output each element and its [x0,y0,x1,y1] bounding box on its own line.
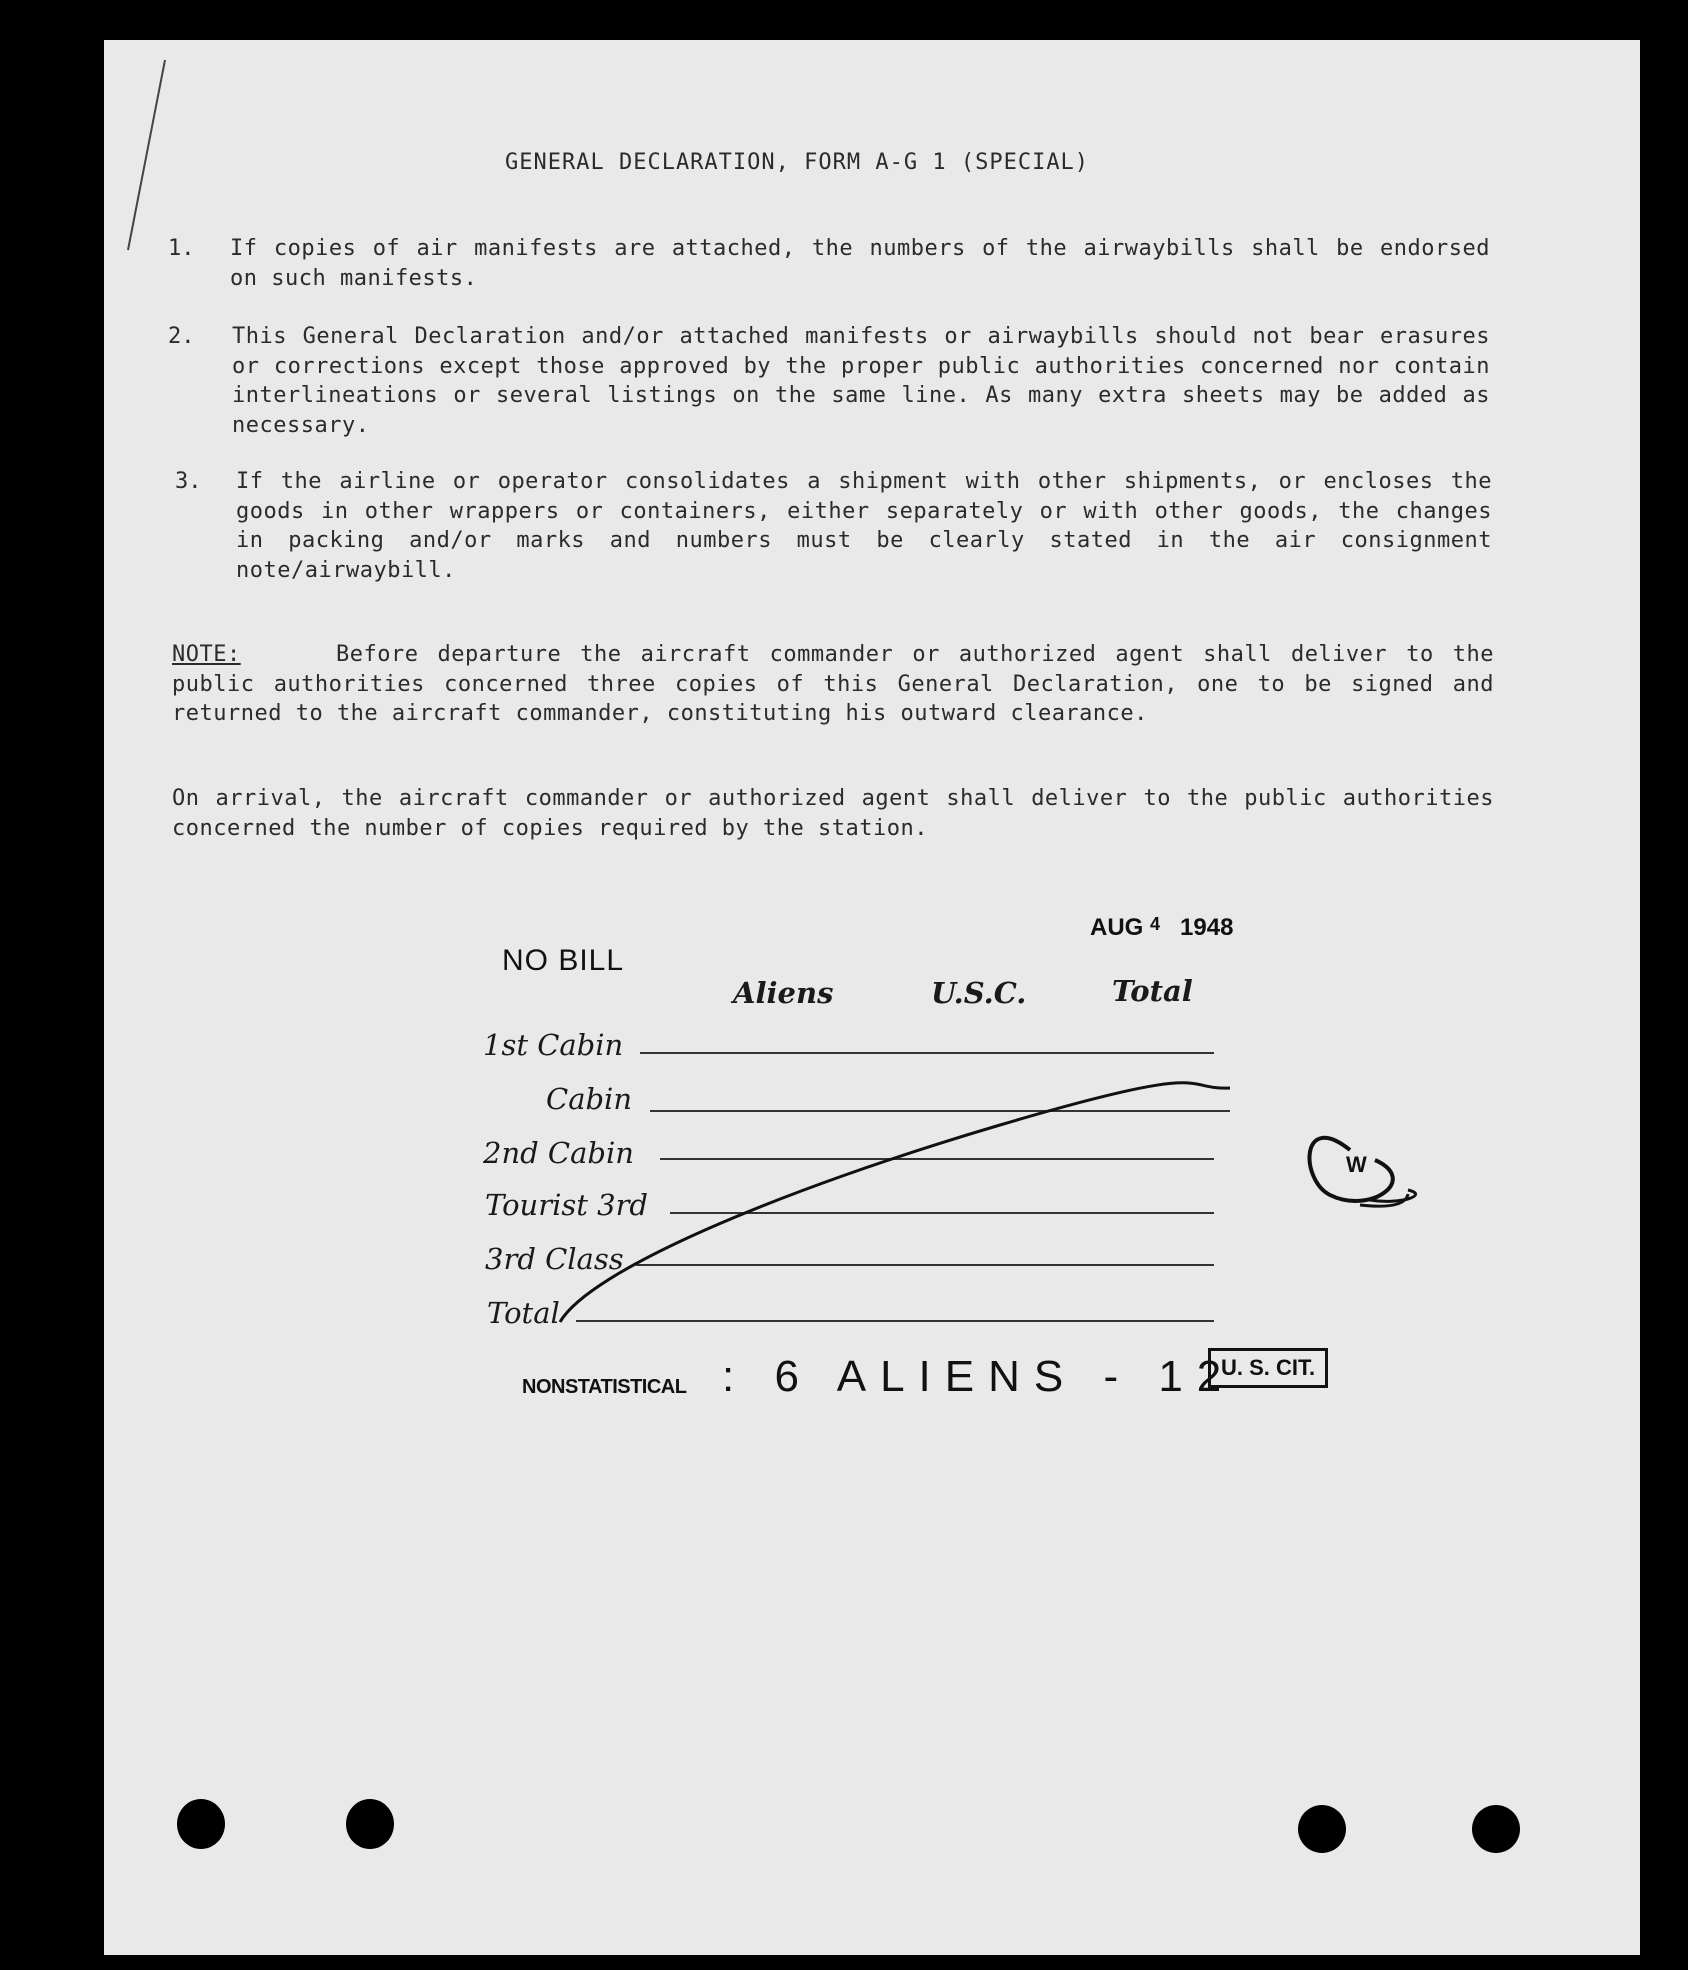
item-3-text: If the airline or operator consolidates a shipment with other shipments, or encloses the goods in other wrappers or containers, either separately or with other goods, the changes in packing and/or marks and numbers must be clearly stated in the air consignment note/airwaybill. [236,469,1492,583]
item-1-text: If copies of air manifests are attached, the numbers of the airwaybills shall be endorsed on such manifests. [230,236,1490,291]
row-tourist-3rd: Tourist 3rd [485,1188,648,1222]
note-text: Before departure the aircraft commander or authorized agent shall deliver to the public authorities concerned three copies of this General Declaration, one to be signed and returned to the aircraft commander, constituting his outward clearance. [172,642,1494,726]
punch-hole-2 [346,1799,394,1849]
item-1-number: 1. [168,236,195,261]
row-cabin: Cabin [546,1082,632,1116]
form-title: GENERAL DECLARATION, FORM A-G 1 (SPECIAL) [505,150,1090,175]
punch-hole-4 [1472,1805,1520,1853]
date-day: 4 [1150,914,1161,934]
no-bill-stamp: NO BILL [502,944,625,977]
margin-pencil-line [128,60,165,250]
row-3rd-class: 3rd Class [485,1242,624,1276]
handwritten-annotation: : 6 ALIENS - 12 [722,1352,1236,1401]
punch-hole-1 [177,1799,225,1849]
nonstatistical-stamp: NONSTATISTICAL [522,1376,687,1398]
column-aliens: Aliens [733,976,834,1010]
column-total: Total [1112,974,1193,1008]
us-cit-stamp: U. S. CIT. [1208,1348,1328,1388]
circled-letter: W [1346,1152,1367,1177]
note-label: NOTE: [172,642,241,667]
item-3-number: 3. [175,469,202,494]
row-total: Total [487,1296,560,1330]
item-2-number: 2. [168,324,195,349]
date-month: AUG [1090,914,1144,941]
cancel-stroke [560,1083,1230,1322]
punch-hole-3 [1298,1805,1346,1853]
arrival-paragraph: On arrival, the aircraft commander or authorized agent shall deliver to the public authorities concerned the number of copies required by the station. [172,786,1494,841]
column-usc: U.S.C. [931,976,1027,1010]
row-1st-cabin: 1st Cabin [483,1028,624,1062]
date-year: 1948 [1180,914,1234,941]
row-2nd-cabin: 2nd Cabin [483,1136,634,1170]
item-2-text: This General Declaration and/or attached manifests or airwaybills should not bear erasures or corrections except those approved by the proper public authorities concerned nor contain interlineations or several listings on the same line. As many extra sheets may be added as necessary. [232,324,1490,438]
